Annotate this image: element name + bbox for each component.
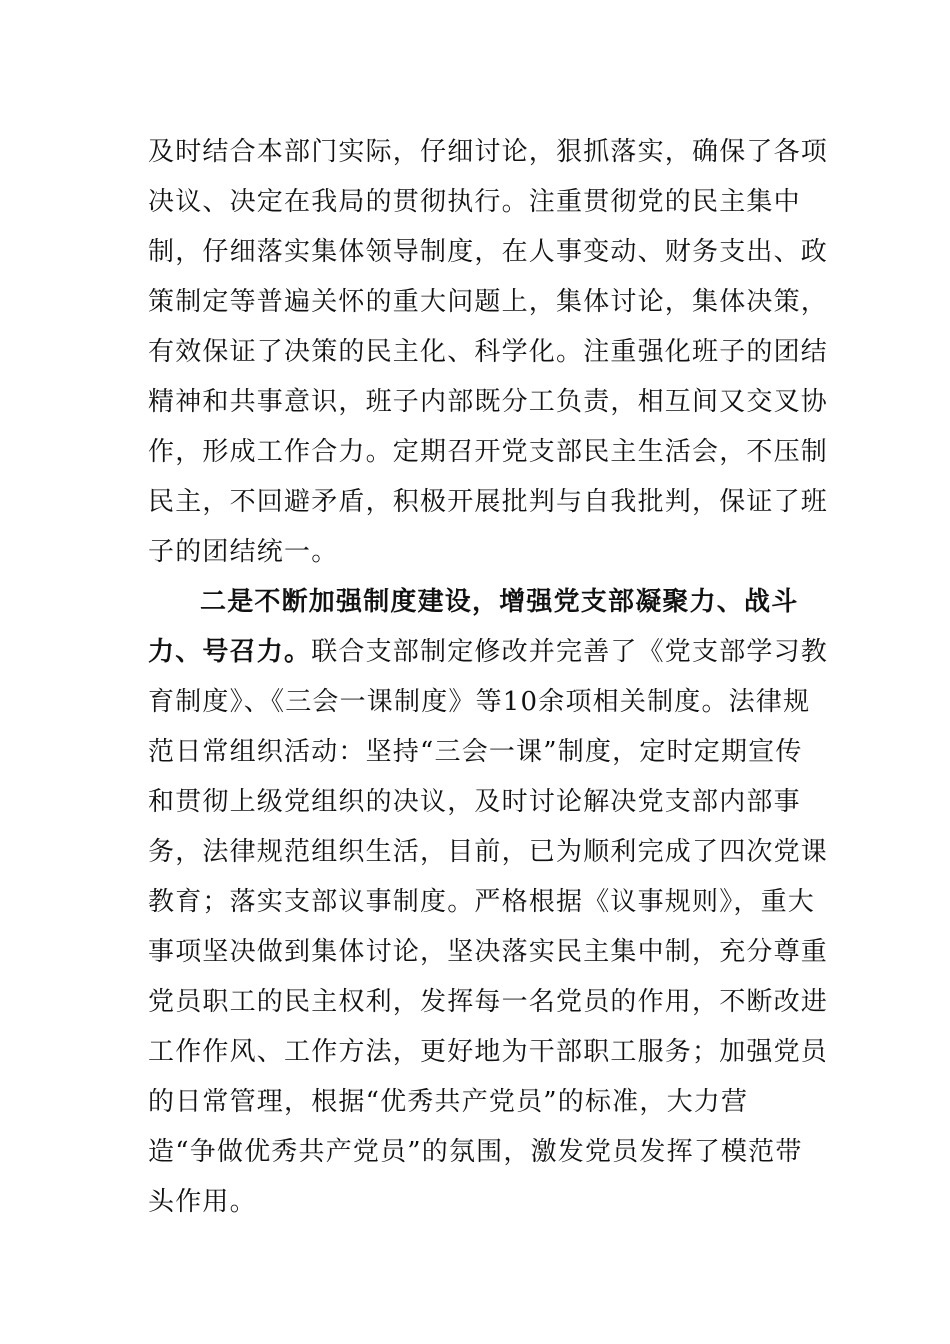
text-line-21: 造“争做优秀共产党员”的氛围，激发党员发挥了模范带 (148, 1137, 803, 1167)
text-line-19: 工作作风、工作方法，更好地为干部职工服务；加强党员 (148, 1037, 829, 1067)
text-line-7: 作，形成工作合力。定期召开党支部民主生活会，不压制 (148, 437, 829, 467)
section-heading-end: 力、号召力。 (148, 637, 312, 667)
text-line-15: 务，法律规范组织生活，目前，已为顺利完成了四次党课 (148, 837, 829, 867)
text-line-13: 范日常组织活动：坚持“三会一课”制度，定时定期宣传 (148, 737, 803, 767)
text-line-2: 决议、决定在我局的贯彻执行。注重贯彻党的民主集中 (148, 187, 801, 217)
text-line-16: 教育；落实支部议事制度。严格根据《议事规则》，重大 (148, 887, 816, 917)
text-line-12: 育制度》、《三会一课制度》等10余项相关制度。法律规 (148, 687, 811, 717)
section-heading-line-1: 二是不断加强制度建设，增强党支部凝聚力、战斗 (200, 587, 799, 617)
text-line-5: 有效保证了决策的民主化、科学化。注重强化班子的团结 (148, 337, 829, 367)
text-line-17: 事项坚决做到集体讨论，坚决落实民主集中制，充分尊重 (148, 937, 829, 967)
text-line-11: 联合支部制定修改并完善了《党支部学习教 (311, 637, 829, 667)
section-heading-line-2 (148, 627, 829, 677)
text-line-3: 制，仔细落实集体领导制度，在人事变动、财务支出、政 (148, 237, 829, 267)
text-line-1: 及时结合本部门实际，仔细讨论，狠抓落实，确保了各项 (148, 137, 829, 167)
text-line-22: 头作用。 (148, 1187, 257, 1217)
text-line-20: 的日常管理，根据“优秀共产党员”的标准，大力营 (148, 1087, 749, 1117)
text-line-8: 民主，不回避矛盾，积极开展批判与自我批判，保证了班 (148, 487, 829, 517)
text-line-18: 党员职工的民主权利，发挥每一名党员的作用，不断改进 (148, 987, 829, 1017)
text-line-6: 精神和共事意识，班子内部既分工负责，相互间又交叉协 (148, 387, 829, 417)
text-line-14: 和贯彻上级党组织的决议，及时讨论解决党支部内部事 (148, 787, 801, 817)
body-text (148, 127, 829, 1227)
text-line-9: 子的团结统一。 (148, 537, 339, 567)
text-line-4: 策制定等普遍关怀的重大问题上，集体讨论，集体决策， (148, 287, 829, 317)
